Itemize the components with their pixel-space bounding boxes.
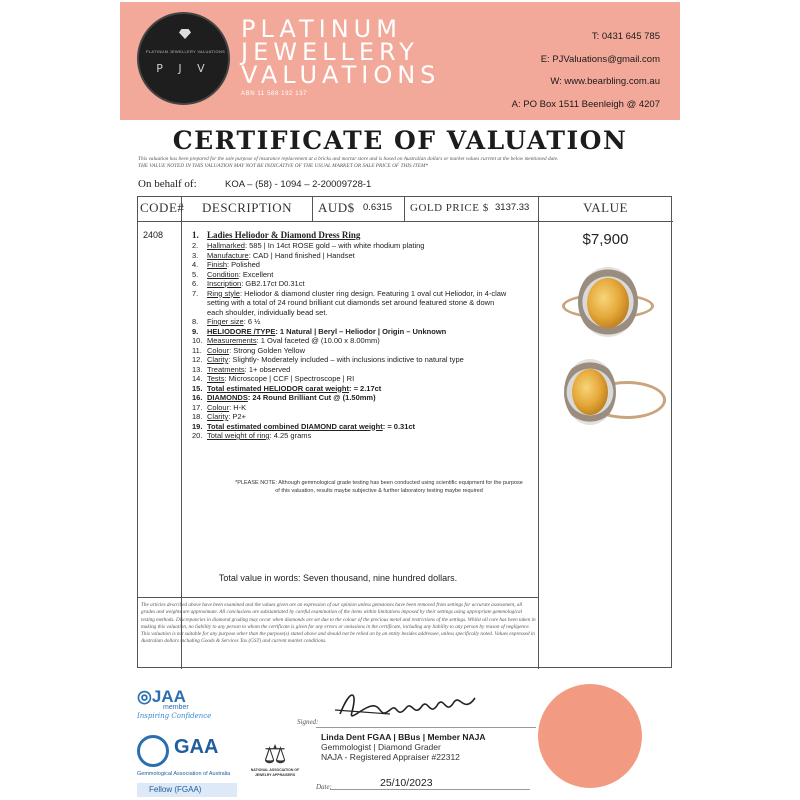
gold-price-label: GOLD PRICE $ [410, 202, 489, 214]
item-number: 3. [192, 250, 199, 260]
item-number: 2. [192, 241, 199, 250]
item-value: $7,900 [582, 231, 629, 248]
appraiser-registration: NAJA - Registered Appraiser #22312 [321, 752, 460, 762]
scales-icon: ⚖ [263, 739, 287, 769]
contact-details [512, 26, 660, 116]
description-item [192, 365, 512, 375]
embossed-seal [538, 684, 642, 788]
item-text: : Excellent [238, 269, 274, 279]
item-text: : Polished [227, 260, 260, 269]
description-item [192, 346, 512, 356]
description-item [192, 355, 512, 365]
item-label: Total weight of ring [207, 431, 270, 440]
item-number: 12. [192, 355, 203, 364]
item-number: 8. [192, 317, 199, 326]
gold-price-value: 3137.33 [495, 202, 530, 213]
naja-text: NATIONAL ASSOCIATION OF JEWELRY APPRAISERS [250, 768, 300, 777]
brand-line-1: PLATINUM [241, 15, 402, 43]
behalf-value: KOA – (58) - 1094 – 2-20009728-1 [225, 179, 372, 190]
item-number: 14. [192, 374, 203, 383]
description-item [192, 260, 512, 270]
item-number: 18. [192, 412, 203, 421]
item-text: : CAD | Hand finished | Handset [248, 250, 355, 260]
disclaimer-line-1: This valuation has been prepared for the sole purpose of insurance replacement at a bricks and mortar store and is based on Australian dollars or market values current at the below mentioned date. [138, 156, 559, 162]
gaa-subtitle: Gemmological Association of Australia [137, 771, 231, 777]
item-text: : 4.25 grams [269, 431, 312, 440]
valuation-disclaimer [138, 156, 668, 170]
item-label: Total estimated HELIODOR carat weight [207, 383, 349, 393]
column-divider [404, 197, 405, 221]
logo-initials: P J V [156, 62, 211, 75]
item-text: : Heliodor & diamond cluster ring design. Featuring 1 oval cut Heliodor, in 4-claw setting with a total of 24 round brilliant cut diamonds set around featured stone & down each shoulder, individually bead set. [207, 288, 507, 317]
column-divider [181, 197, 182, 669]
item-text: : 24 Round Brilliant Cut @ (1.50mm) [247, 393, 376, 402]
item-text: : 1 Natural | Beryl – Heliodor | Origin – Unknown [275, 326, 447, 336]
fine-print-divider [138, 597, 538, 598]
item-number: 10. [192, 336, 203, 345]
heliodor-stone [572, 369, 608, 415]
item-label: Total estimated combined DIAMOND carat weight [207, 421, 383, 431]
brand-line-2: JEWELLERY [241, 38, 419, 66]
disclaimer-line-2: THE VALUE NOTED IN THIS VALUATION MAY NOT BE INDICATIVE OF THE USUAL MARKET OR SALE PRICE OF THIS ITEM* [138, 163, 429, 169]
appraiser-details [321, 732, 486, 762]
item-number: 4. [192, 260, 199, 269]
naja-logo [250, 740, 300, 777]
pjv-logo [137, 12, 230, 105]
item-label: Ring style [207, 288, 240, 298]
item-number: 13. [192, 364, 203, 374]
appraiser-title: Gemmologist | Diamond Grader [321, 742, 441, 752]
description-item [192, 431, 512, 441]
item-number: 11. [192, 345, 202, 355]
description-item [192, 336, 512, 346]
signed-label: Signed: [297, 718, 319, 726]
item-label: Treatments [207, 364, 245, 374]
item-number: 1. [192, 230, 199, 240]
description-header: DESCRIPTION [202, 200, 293, 215]
item-label: Finish [207, 260, 228, 269]
postal-address: A: PO Box 1511 Beenleigh @ 4207 [511, 98, 660, 110]
item-text: : Strong Golden Yellow [229, 345, 305, 355]
item-label: Colour [207, 402, 230, 412]
description-item [192, 412, 512, 422]
behalf-label: On behalf of: [138, 178, 197, 190]
description-item [192, 403, 512, 413]
email-address: E: PJValuations@gmail.com [540, 53, 660, 65]
valuation-table [137, 196, 672, 668]
item-number: 6. [192, 279, 199, 288]
phone-number: T: 0431 645 785 [591, 31, 660, 42]
description-item [192, 393, 512, 403]
item-label: HELIODORE /TYPE [207, 326, 276, 336]
item-label: Manufacture [207, 250, 249, 260]
date-value: 25/10/2023 [380, 777, 433, 789]
signature-line [316, 727, 536, 728]
item-number: 17. [192, 402, 203, 412]
item-number: 5. [192, 269, 199, 279]
item-text: : Microscope | CCF | Spectroscope | RI [224, 374, 355, 383]
item-label: Clarity [207, 412, 229, 421]
item-text: : = 2.17ct [348, 383, 382, 393]
description-item [192, 317, 512, 327]
brand-name [241, 15, 441, 89]
description-item [192, 251, 512, 261]
item-text: : 6 ½ [243, 317, 261, 326]
item-label: Finger size [207, 317, 244, 326]
item-label: DIAMONDS [207, 393, 248, 402]
item-label: Ladies Heliodor & Diamond Dress Ring [207, 230, 361, 240]
jaa-label: JAA [151, 687, 186, 706]
description-item [192, 384, 512, 394]
appraiser-name: Linda Dent FGAA | BBus | Member NAJA [321, 732, 486, 742]
brand-line-3: VALUATIONS [241, 61, 441, 89]
item-label: Hallmarked [207, 241, 245, 250]
item-label: Inscription [207, 279, 242, 288]
website-address: W: www.bearbling.com.au [550, 76, 660, 87]
logo-small-text: PLATINUM JEWELLERY VALUATIONS [145, 49, 226, 54]
aud-value: 0.6315 [363, 202, 393, 213]
fine-print: The articles described above have been examined and the values given are an expression of our opinion unless gemstones have been removed from settings for accurate assessment, all grades and weights are approximate. All conclusions are substantiated by careful examination of the items within limitations imposed by their settings using appropriate gemmological testing methods. Discrepancies in diamond grading may occur when diamonds are set due to the colour of the precious metal and restrictions of the settings. Whilst all care has been taken in making this valuation, no liability to any person to whom the certificate is given for any errors or omissions in the certificate, including any liability to any person by reason of negligence. This valuation is not suitable for any purpose other than the purpose(s) stated above and should not be relied on by an entity besides addressee, unless specifically noted. Values expressed in Australian dollars including Goods & Services Tax (GST) and current market conditions. [141, 602, 536, 645]
item-number: 20. [192, 431, 203, 440]
ring-photo-side-view [558, 357, 668, 437]
value-header: VALUE [583, 200, 628, 215]
total-value-words: Total value in words: Seven thousand, nine hundred dollars. [218, 573, 458, 583]
item-number: 15. [192, 383, 203, 393]
aud-label: AUD$ [318, 200, 355, 215]
heliodor-stone [587, 278, 629, 328]
item-number: 19. [192, 421, 203, 431]
item-code: 2408 [143, 230, 164, 240]
description-item [192, 289, 512, 318]
item-number: 16. [192, 393, 203, 402]
description-item [192, 229, 512, 241]
item-number: 7. [192, 288, 199, 298]
certificate-title: CERTIFICATE OF VALUATION [172, 126, 628, 155]
item-text: : 585 | In 14ct ROSE gold – with white rhodium plating [244, 241, 425, 250]
description-item [192, 327, 512, 337]
description-list [192, 229, 512, 441]
header-row-divider [138, 221, 673, 222]
column-divider [312, 197, 313, 221]
gaa-globe-icon [137, 735, 169, 767]
item-label: Measurements [207, 336, 257, 345]
description-item [192, 241, 512, 251]
gaa-fellow-badge: Fellow (FGAA) [137, 783, 237, 797]
date-line [330, 789, 530, 790]
ring-photo-top-view [558, 265, 658, 345]
appraiser-signature [330, 684, 480, 726]
item-text: : = 0.31ct [382, 421, 416, 431]
description-item [192, 279, 512, 289]
item-label: Colour [207, 345, 230, 355]
jaa-member-logo [137, 687, 211, 720]
item-text: : H-K [229, 402, 247, 412]
date-label: Date: [316, 783, 332, 791]
testing-note: *PLEASE NOTE: Although gemmological grade testing has been conducted using scientific equipment for the purpose of this valuation, results maybe subjective & further laboratory testing maybe required [235, 480, 523, 494]
item-text: : GB2.17ct D0.31ct [241, 279, 305, 288]
description-item [192, 374, 512, 384]
gem-icon [179, 29, 191, 39]
description-item [192, 270, 512, 280]
abn-number: ABN 11 588 192 137 [241, 91, 308, 97]
gaa-logo-text: GAA [174, 736, 219, 758]
jaa-member-text: member [163, 704, 189, 711]
column-divider [538, 197, 539, 669]
item-text: : 1 Oval faceted @ (10.00 x 8.00mm) [256, 336, 380, 345]
item-label: Tests [207, 374, 225, 383]
item-text: : Slightly- Moderately included – with inclusions indictive to natural type [228, 355, 464, 364]
jaa-tagline: Inspiring Confidence [137, 712, 212, 720]
item-label: Clarity [207, 355, 229, 364]
item-label: Condition [207, 269, 239, 279]
jaa-circle-icon: ◎ [137, 687, 152, 706]
item-text: : P2+ [228, 412, 246, 421]
code-header: CODE# [140, 200, 185, 215]
description-item [192, 422, 512, 432]
item-number: 9. [192, 326, 199, 336]
item-text: : 1+ observed [244, 364, 291, 374]
